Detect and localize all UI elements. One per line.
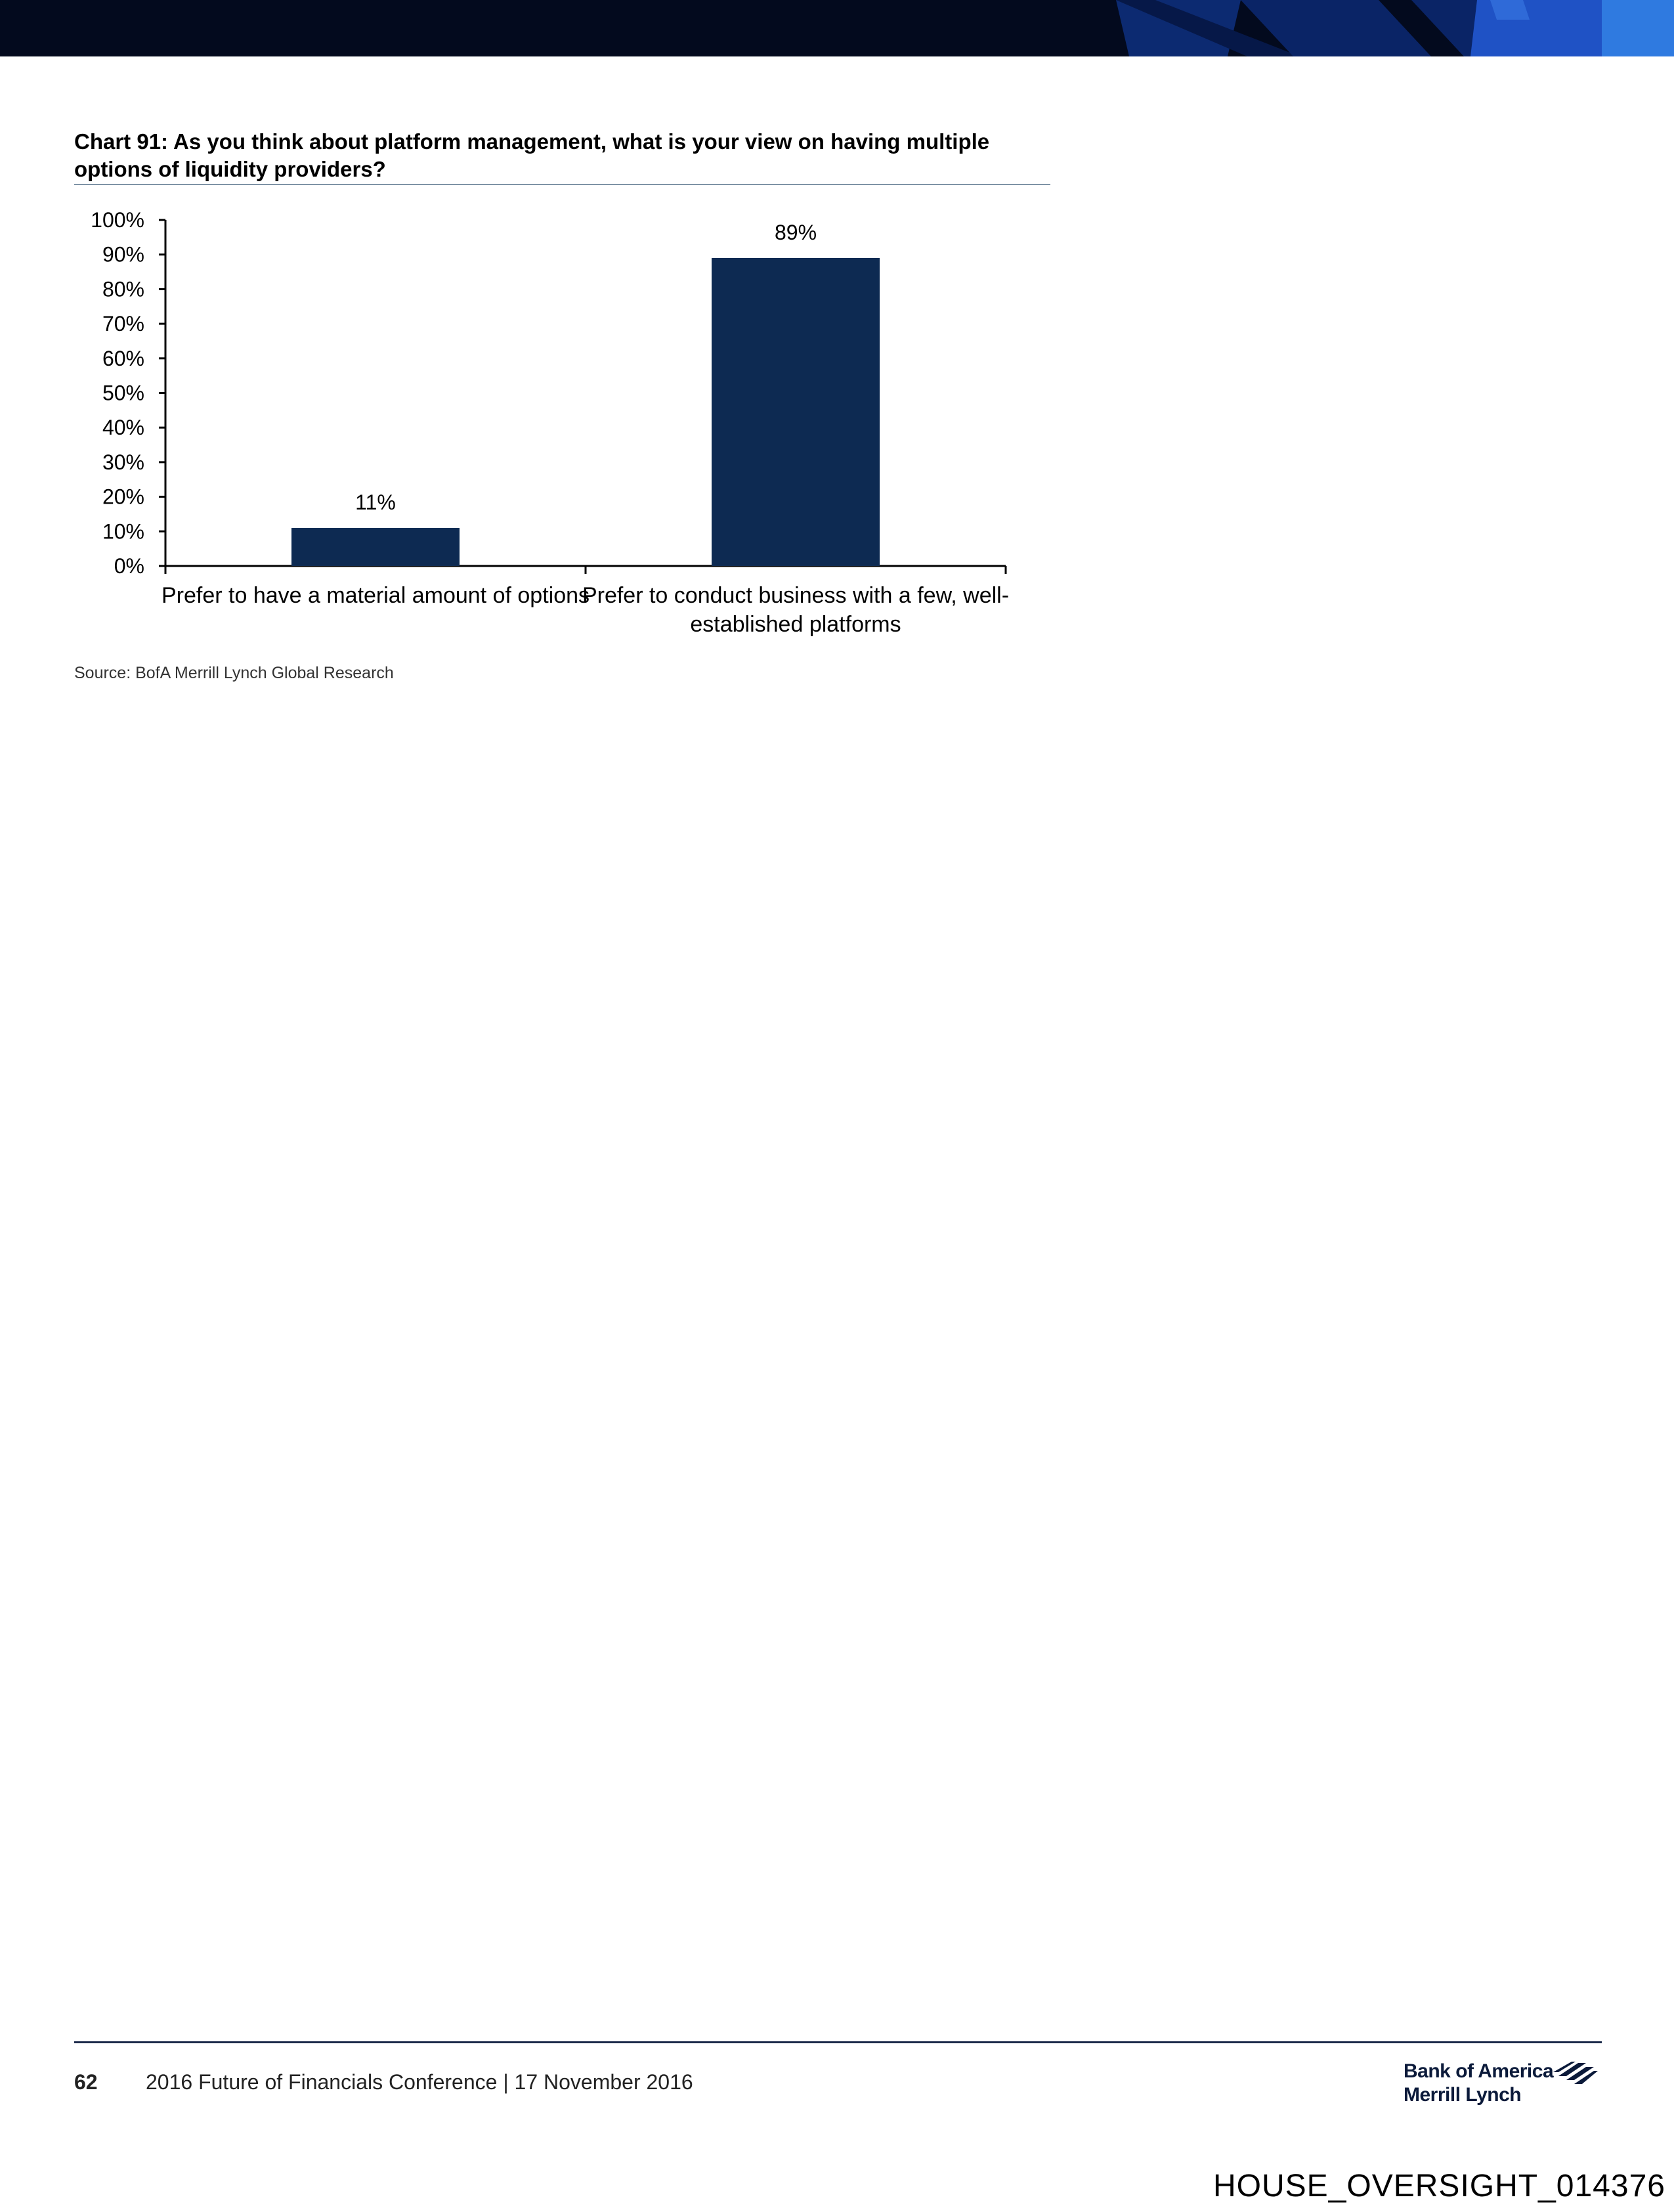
footer-conference: 2016 Future of Financials Conference | 17 November 2016: [146, 2070, 693, 2094]
page-number: 62: [74, 2070, 98, 2094]
y-tick-label: 30%: [102, 450, 144, 474]
header-graphic: [0, 0, 1674, 56]
y-tick-label: 60%: [102, 346, 144, 370]
logo-line-1: Bank of America: [1404, 2060, 1554, 2082]
y-tick-label: 0%: [114, 554, 144, 578]
y-tick-label: 100%: [91, 208, 144, 232]
y-tick-label: 90%: [102, 242, 144, 267]
header-banner: [0, 0, 1674, 56]
y-tick-label: 50%: [102, 381, 144, 405]
footer-divider: [74, 2041, 1602, 2043]
bates-number: HOUSE_OVERSIGHT_014376: [1213, 2169, 1665, 2203]
bar-chart: [66, 197, 1050, 657]
logo-line-2: Merrill Lynch: [1404, 2084, 1522, 2106]
bar-value-label: 11%: [355, 490, 396, 515]
title-divider: [74, 184, 1050, 185]
bar: [291, 528, 460, 566]
x-category-label: Prefer to have a material amount of options: [161, 583, 590, 608]
y-tick-label: 20%: [102, 485, 144, 509]
y-tick-label: 40%: [102, 416, 144, 440]
chart-area: [66, 197, 1050, 657]
bofa-logo: [1404, 2060, 1600, 2113]
chart-source: Source: BofA Merrill Lynch Global Research: [74, 664, 394, 682]
x-category-label: established platforms: [690, 612, 901, 637]
bar-value-label: 89%: [774, 220, 817, 244]
y-tick-label: 10%: [102, 519, 144, 544]
flag-icon: [1552, 2062, 1598, 2085]
chart-title: Chart 91: As you think about platform management, what is your view on having multiple options of liquidity providers?: [74, 129, 990, 181]
y-tick-label: 80%: [102, 277, 144, 301]
y-tick-label: 70%: [102, 312, 144, 336]
bar: [712, 258, 880, 566]
x-category-label: Prefer to conduct business with a few, well-: [582, 583, 1010, 608]
